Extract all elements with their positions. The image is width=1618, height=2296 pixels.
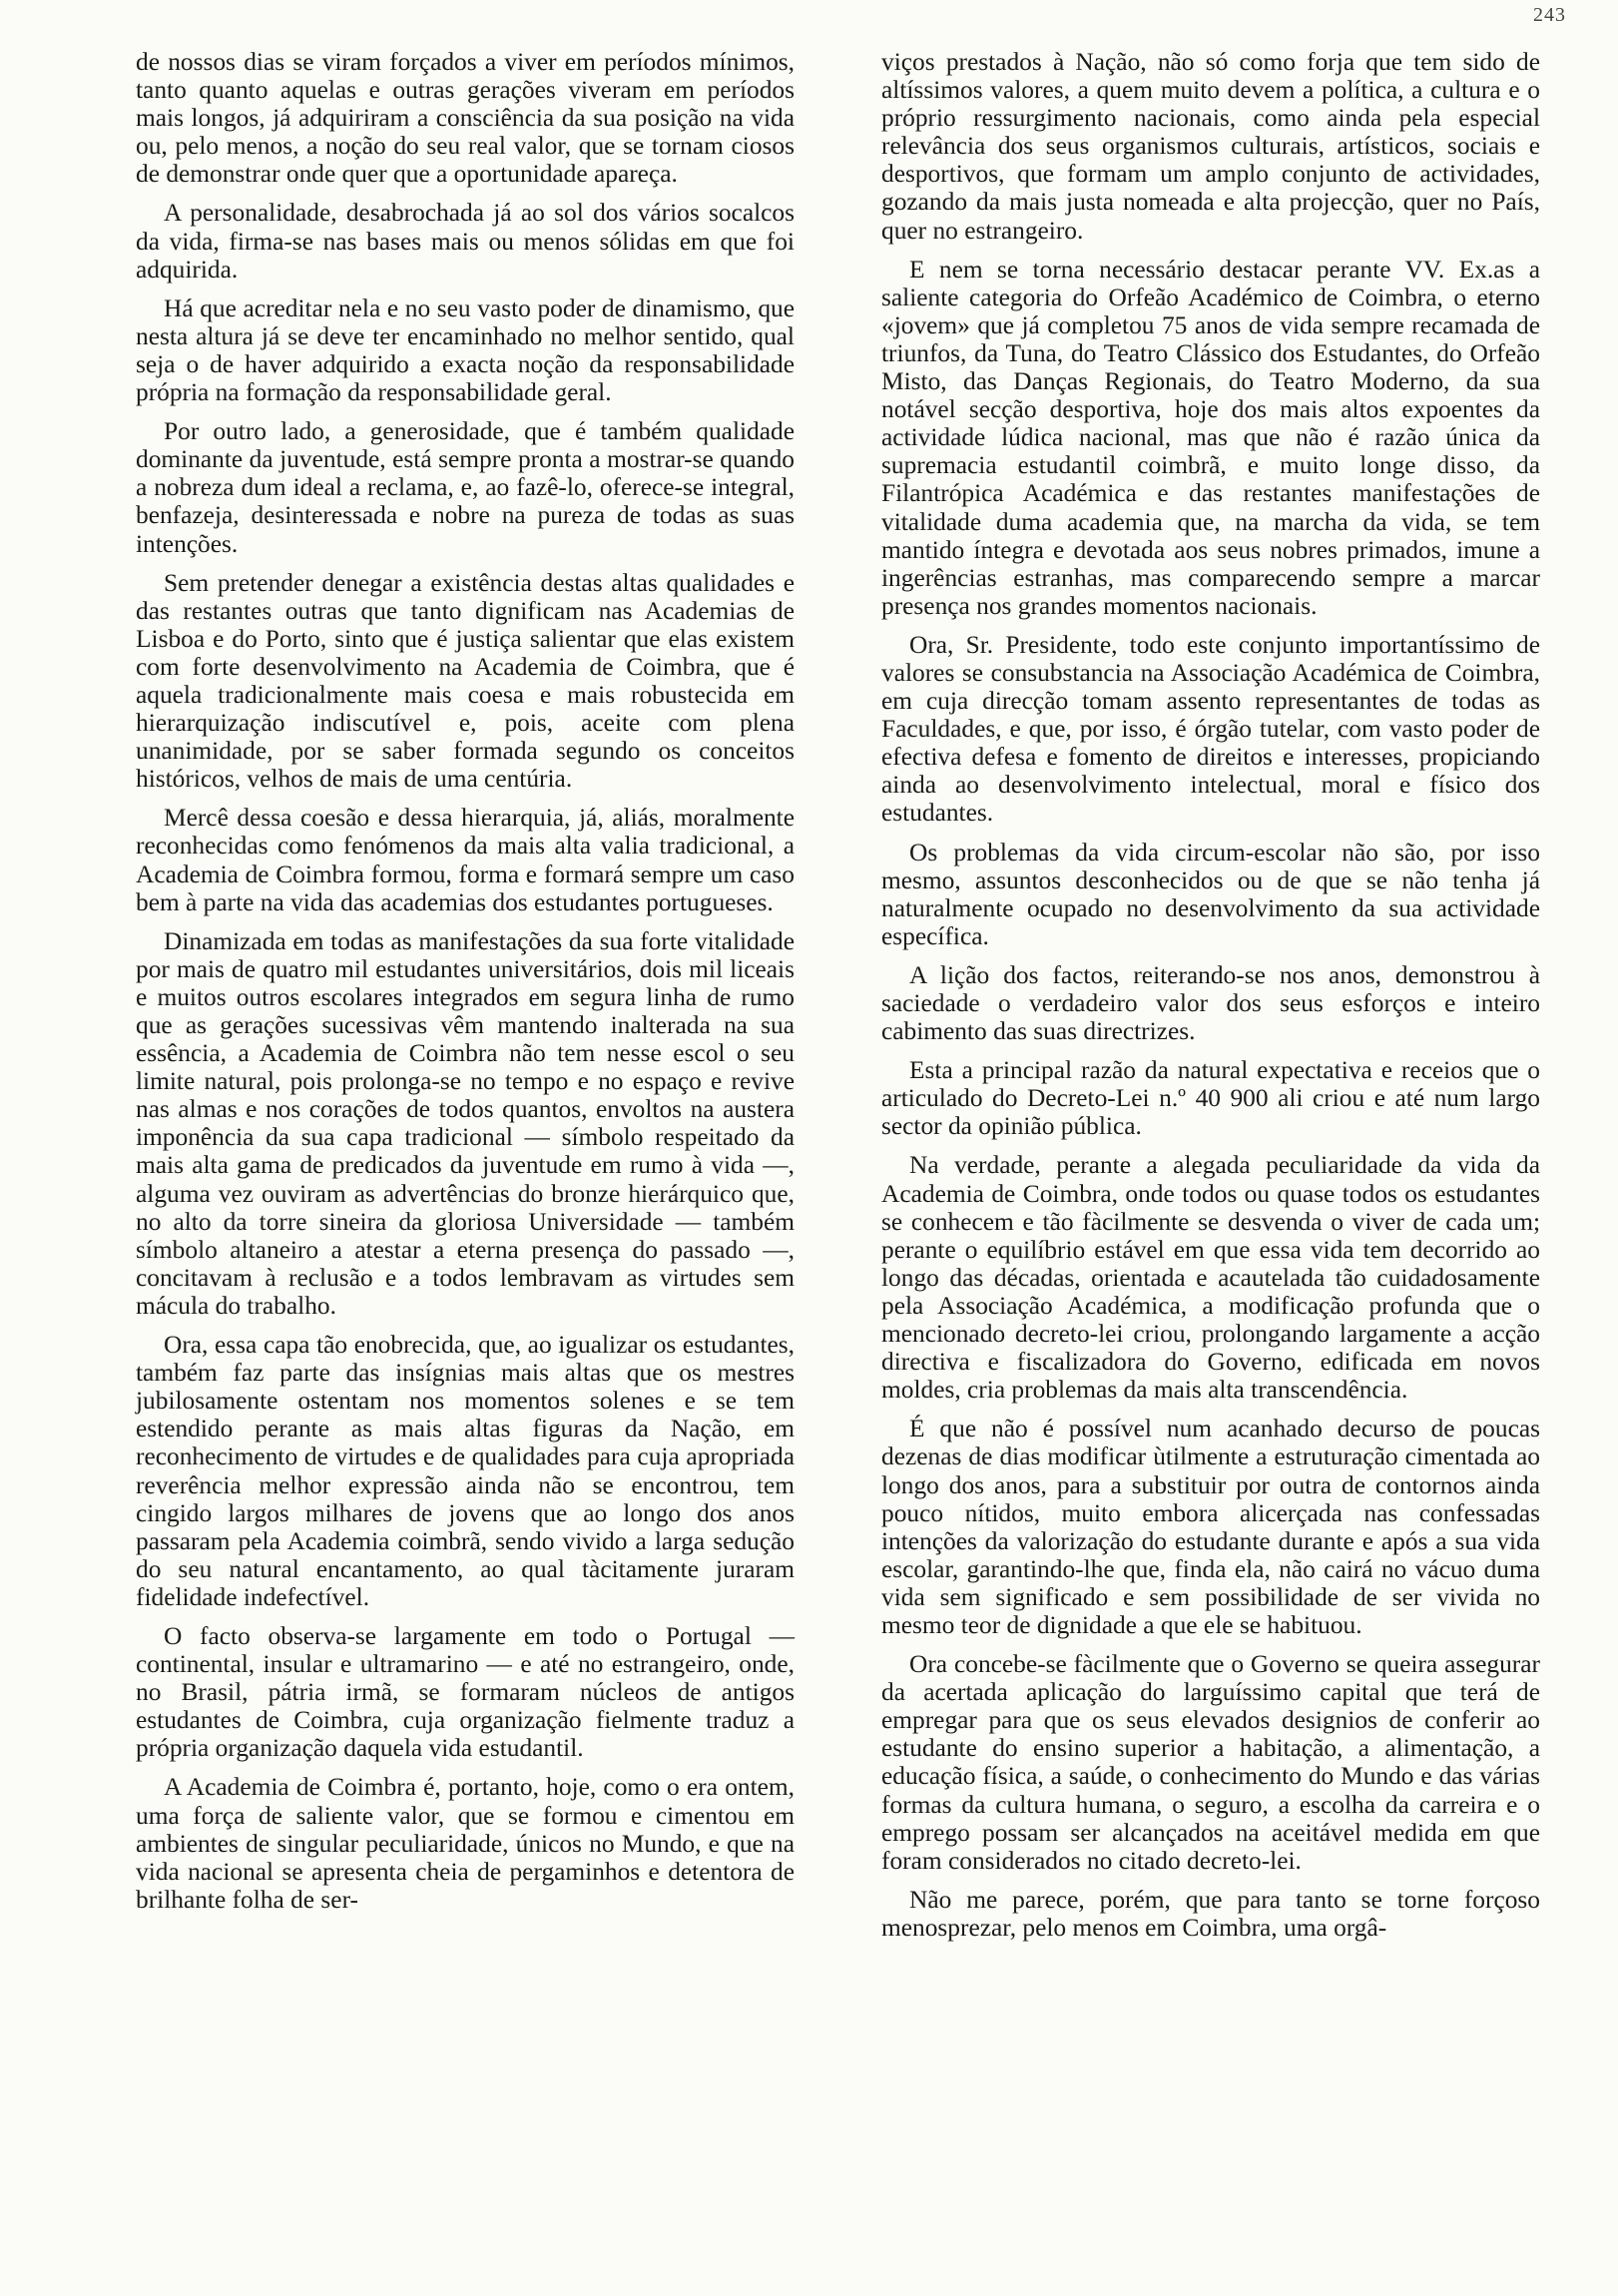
paragraph: Não me parece, porém, que para tanto se torne forçoso menosprezar, pelo menos em Coimbra, uma orgâ- bbox=[881, 1885, 1540, 1942]
paragraph: Ora concebe-se fàcilmente que o Governo se queira assegurar da acertada aplicação do larguíssimo capital que terá de empregar para que os seus elevados designios de conferir ao estudante do ensino superior a habitação, a alimentação, a educação física, a saúde, o conhecimento do Mundo e das várias formas da cultura humana, o seguro, a escolha da carreira e o emprego possam ser alcançados na aceitável medida em que foram considerados no citado decreto-lei. bbox=[881, 1650, 1540, 1875]
paragraph: Mercê dessa coesão e dessa hierarquia, já, aliás, moralmente reconhecidas como fenómenos da mais alta valia tradicional, a Academia de Coimbra formou, forma e formará sempre um caso bem à parte na vida das academias dos estudantes portugueses. bbox=[136, 804, 795, 916]
paragraph: A personalidade, desabrochada já ao sol dos vários socalcos da vida, firma-se nas bases mais ou menos sólidas em que foi adquirida. bbox=[136, 199, 795, 284]
paragraph: Ora, Sr. Presidente, todo este conjunto importantíssimo de valores se consubstancia na Associação Académica de Coimbra, em cuja direcção tomam assento representantes de todas as Faculdades, e que, por isso, é órgão tutelar, com vasto poder de efectiva defesa e fomento de direitos e interesses, propiciando ainda ao desenvolvimento intelectual, moral e físico dos estudantes. bbox=[881, 630, 1540, 828]
paragraph: Por outro lado, a generosidade, que é também qualidade dominante da juventude, está sempre pronta a mostrar-se quando a nobreza dum ideal a reclama, e, ao fazê-lo, oferece-se integral, benfazeja, desinteressada e nobre na pureza de todas as suas intenções. bbox=[136, 417, 795, 558]
paragraph: Há que acreditar nela e no seu vasto poder de dinamismo, que nesta altura já se deve ter encaminhado no melhor sentido, qual seja o de haver adquirido a exacta noção da responsabilidade própria na formação da responsabilidade geral. bbox=[136, 293, 795, 407]
paragraph: E nem se torna necessário destacar perante VV. Ex.as a saliente categoria do Orfeão Académico de Coimbra, o eterno «jovem» que já completou 75 anos de vida sempre recamada de triunfos, da Tuna, do Teatro Clássico dos Estudantes, do Orfeão Misto, das Danças Regionais, do Teatro Moderno, da sua notável secção desportiva, hoje dos mais altos expoentes da actividade lúdica nacional, mas que não é razão única da supremacia estudantil coimbrã, e muito longe disso, da Filantrópica Académica e das restantes manifestações de vitalidade duma academia que, na marcha da vida, se tem mantido íntegra e devotada aos seus nobres primados, imune a ingerências estranhas, mas comparecendo sempre a marcar presença nos grandes momentos nacionais. bbox=[881, 255, 1540, 620]
paragraph: O facto observa-se largamente em todo o Portugal — continental, insular e ultramarino — e até no estrangeiro, onde, no Brasil, pátria irmã, se formaram núcleos de antigos estudantes de Coimbra, cuja organização fielmente traduz a própria organização daquela vida estudantil. bbox=[136, 1621, 795, 1763]
right-column bbox=[881, 48, 1540, 1953]
paragraph: de nossos dias se viram forçados a viver em períodos mínimos, tanto quanto aquelas e outras gerações viveram em períodos mais longos, já adquiriram a consciência da sua posição na vida ou, pelo menos, a noção do seu real valor, que se tornam ciosos de demonstrar onde quer que a oportunidade apareça. bbox=[136, 48, 795, 189]
paragraph: A lição dos factos, reiterando-se nos anos, demonstrou à saciedade o verdadeiro valor dos seus esforços e inteiro cabimento das suas directrizes. bbox=[881, 960, 1540, 1046]
paragraph: Esta a principal razão da natural expectativa e receios que o articulado do Decreto-Lei n.º 40 900 ali criou e até num largo sector da opinião pública. bbox=[881, 1056, 1540, 1141]
paragraph: Os problemas da vida circum-escolar não são, por isso mesmo, assuntos desconhecidos ou de que se não tenha já naturalmente ocupado no desenvolvimento da sua actividade específica. bbox=[881, 838, 1540, 950]
paragraph: Dinamizada em todas as manifestações da sua forte vitalidade por mais de quatro mil estudantes universitários, dois mil liceais e muitos outros escolares integrados em segura linha de rumo que as gerações sucessivas vêm mantendo inalterada na sua essência, a Academia de Coimbra não tem nesse escol o seu limite natural, pois prolonga-se no tempo e no espaço e revive nas almas e nos corações de todos quantos, envoltos na austera imponência da sua capa tradicional — símbolo respeitado da mais alta gama de predicados da juventude em rumo à vida —, alguma vez ouviram as advertências do bronze hierárquico que, no alto da torre sineira da gloriosa Universidade — também símbolo altaneiro a atestar a eterna presença do passado —, concitavam à reclusão e a todos lembravam as virtudes sem mácula do trabalho. bbox=[136, 926, 795, 1320]
paragraph: viços prestados à Nação, não só como forja que tem sido de altíssimos valores, a quem muito devem a política, a cultura e o próprio ressurgimento nacionais, como ainda pela especial relevância dos seus organismos culturais, artísticos, sociais e desportivos, que formam um amplo conjunto de actividades, gozando da mais justa nomeada e alta projecção, quer no País, quer no estrangeiro. bbox=[881, 48, 1540, 245]
paragraph: Na verdade, perante a alegada peculiaridade da vida da Academia de Coimbra, onde todos ou quase todos os estudantes se conhecem e tão fàcilmente se desvenda o viver de cada um; perante o equilíbrio estável em que essa vida tem decorrido ao longo das décadas, orientada e acautelada tão cuidadosamente pela Associação Académica, a modificação profunda que o mencionado decreto-lei criou, prolongando largamente a acção directiva e fiscalizadora do Governo, edificada em novos moldes, cria problemas da mais alta transcendência. bbox=[881, 1151, 1540, 1405]
page-number: 243 bbox=[1533, 4, 1566, 26]
paragraph: A Academia de Coimbra é, portanto, hoje, como o era ontem, uma força de saliente valor, que se formou e cimentou em ambientes de singular peculiaridade, únicos no Mundo, e que na vida nacional se apresenta cheia de pergaminhos e detentora de brilhante folha de ser- bbox=[136, 1773, 795, 1914]
paragraph: Ora, essa capa tão enobrecida, que, ao igualizar os estudantes, também faz parte das insígnias mais altas que os mestres jubilosamente ostentam nos momentos solenes e se tem estendido perante as mais altas figuras da Nação, em reconhecimento de virtudes e de qualidades para cuja apropriada reverência melhor expressão ainda não se encontrou, tem cingido largos milhares de jovens que ao longo dos anos passaram pela Academia coimbrã, sendo vivido a larga sedução do seu natural encantamento, ao qual tàcitamente juraram fidelidade indefectível. bbox=[136, 1331, 795, 1611]
left-column bbox=[136, 48, 795, 1925]
paragraph: Sem pretender denegar a existência destas altas qualidades e das restantes outras que tanto dignificam nas Academias de Lisboa e do Porto, sinto que é justiça salientar que elas existem com forte desenvolvimento na Academia de Coimbra, que é aquela tradicionalmente mais coesa e mais robustecida em hierarquização indiscutível e, pois, aceite com plena unanimidade, por se saber formada segundo os conceitos históricos, velhos de mais de uma centúria. bbox=[136, 568, 795, 794]
paragraph: É que não é possível num acanhado decurso de poucas dezenas de dias modificar ùtilmente a estruturação cimentada ao longo dos anos, para a substituir por outra de contornos ainda pouco nítidos, muito embora alicerçada nas confessadas intenções da valorização do estudante durante e após a sua vida escolar, garantindo-lhe que, finda ela, não cairá no vácuo duma vida sem significado e sem possibilidade de ser vivida no mesmo teor de dignidade a que ele se habituou. bbox=[881, 1415, 1540, 1639]
